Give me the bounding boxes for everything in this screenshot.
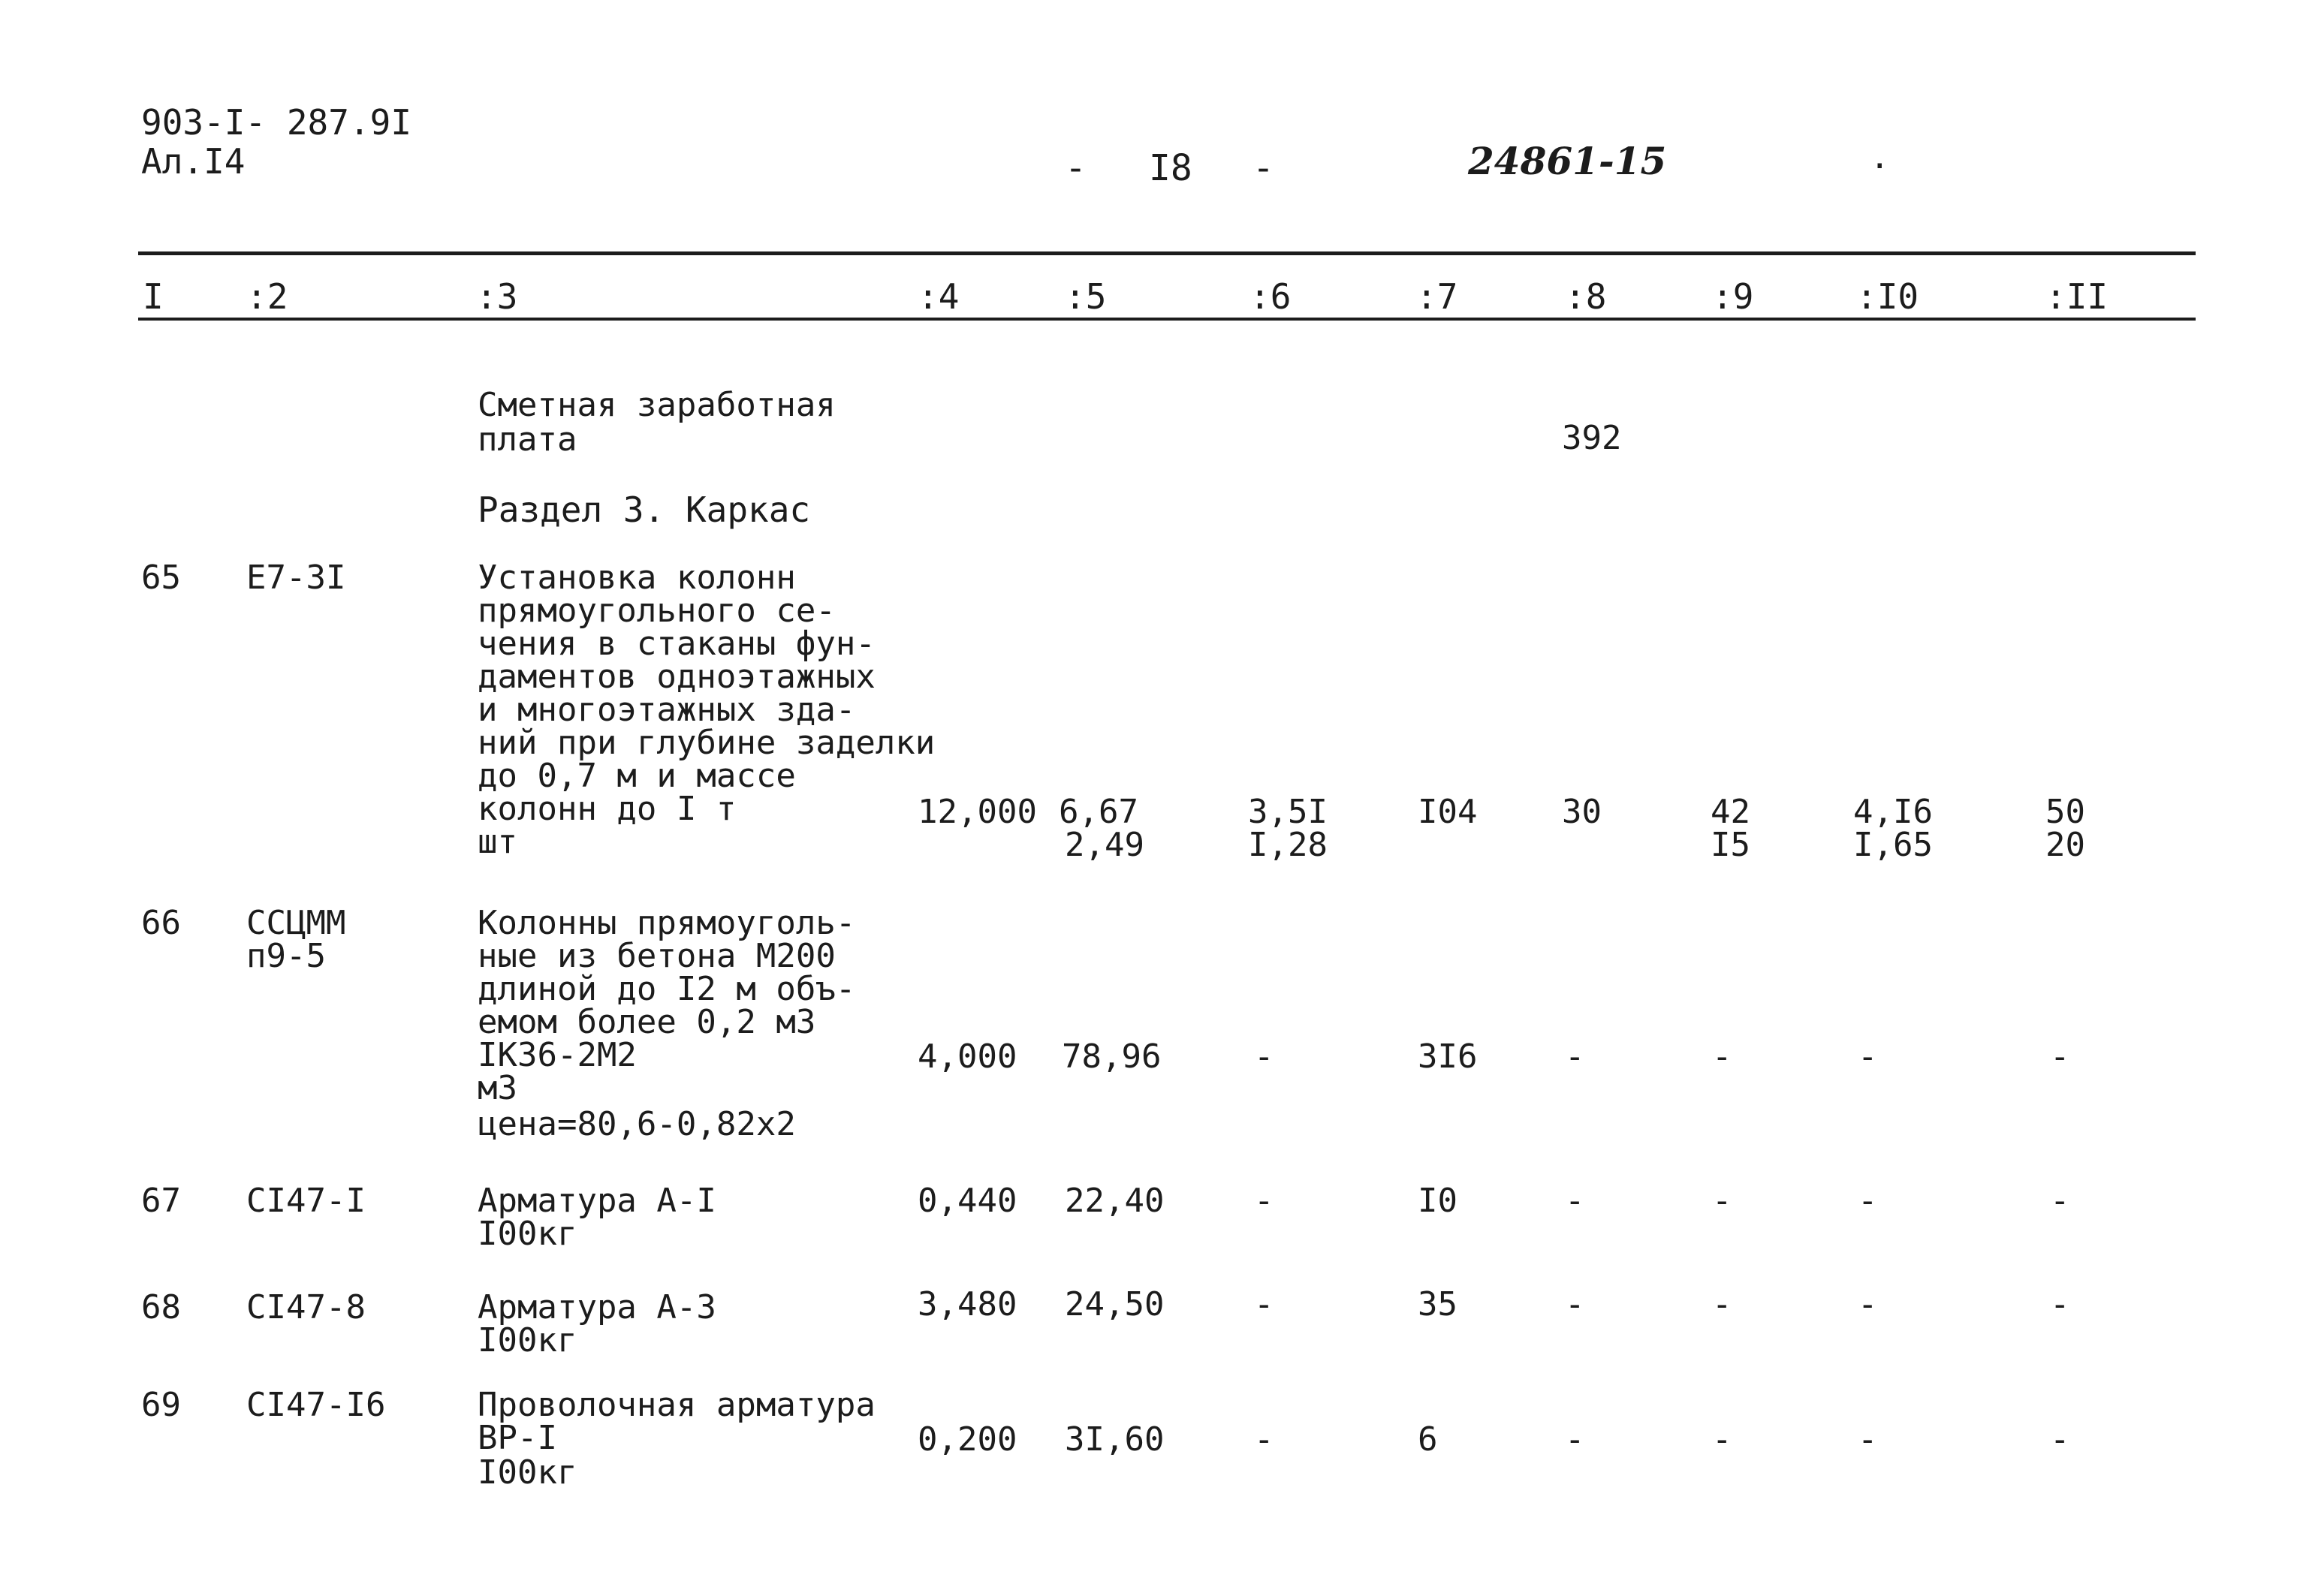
row-67-col5: 22,40	[1065, 1182, 1165, 1220]
row-67-code: СI47-I	[246, 1182, 366, 1220]
row-65-col9: 42	[1711, 793, 1750, 831]
row-66-col8: -	[1565, 1037, 1585, 1076]
row-66-col6: -	[1254, 1037, 1274, 1076]
row-65-desc-5: и многоэтажных зда-	[478, 691, 856, 729]
row-67-col8: -	[1565, 1182, 1585, 1220]
row-65-col4: 12,000	[918, 793, 1037, 831]
row-69-col11: -	[2050, 1420, 2070, 1459]
row-67-num: 67	[141, 1182, 181, 1220]
stray-mark: ·	[1870, 147, 1890, 185]
row-67-desc-1: Арматура А-I	[478, 1182, 716, 1220]
section-title: Раздел 3. Каркас	[478, 489, 811, 530]
row-65-col6: 3,5I	[1248, 793, 1328, 831]
handwritten-number: 24861-15	[1468, 139, 1667, 183]
top-rule	[138, 251, 2196, 255]
row-68-code: СI47-8	[246, 1288, 366, 1326]
row-68-desc-2: I00кг	[478, 1321, 577, 1360]
row-67-col10: -	[1858, 1182, 1878, 1220]
row-66-col5: 78,96	[1062, 1037, 1162, 1076]
row-65-num: 65	[141, 559, 181, 597]
row-65-desc-9: шт	[478, 823, 517, 861]
row-66-desc-7: цена=80,6-0,82х2	[478, 1105, 796, 1143]
row-69-code: СI47-I6	[246, 1386, 386, 1424]
row-69-col8: -	[1565, 1420, 1585, 1459]
col-header-5: :5	[1065, 276, 1107, 317]
row-69-desc-3: I00кг	[478, 1453, 577, 1492]
row-68-col6: -	[1254, 1285, 1274, 1323]
row-65-desc-8: колонн до I т	[478, 790, 737, 828]
row-67-desc-2: I00кг	[478, 1215, 577, 1253]
row-65-desc-1: Установка колонн	[478, 559, 796, 597]
row-67-col11: -	[2050, 1182, 2070, 1220]
row-66-desc-3: длиной до I2 м объ-	[478, 970, 856, 1008]
col-header-1: I	[143, 276, 164, 317]
row-66-desc-6: м3	[478, 1069, 517, 1107]
row-66-col7: 3I6	[1418, 1037, 1478, 1076]
col-header-6: :6	[1249, 276, 1292, 317]
row-65-desc-2: прямоугольного се-	[478, 592, 836, 630]
sheet-label: Ал.I4	[141, 141, 246, 182]
row-67-col7: I0	[1418, 1182, 1457, 1220]
row-68-col8: -	[1565, 1285, 1585, 1323]
row-65-col7: I04	[1418, 793, 1478, 831]
row-68-num: 68	[141, 1288, 181, 1326]
row-65-col10b: I,65	[1853, 826, 1933, 864]
row-65-desc-7: до 0,7 м и массе	[478, 757, 796, 795]
row-69-col9: -	[1712, 1420, 1732, 1459]
row-69-col10: -	[1858, 1420, 1878, 1459]
row-65-col10: 4,I6	[1853, 793, 1933, 831]
col-header-9: :9	[1712, 276, 1754, 317]
row-66-code-2: п9-5	[246, 937, 326, 975]
row-65-code: Е7-3I	[246, 559, 346, 597]
row-65-col11b: 20	[2045, 826, 2085, 864]
col-header-4: :4	[918, 276, 960, 317]
summary-value: 392	[1562, 419, 1622, 457]
row-65-col5: 6,67	[1059, 793, 1138, 831]
summary-label-line2: плата	[478, 420, 577, 459]
row-68-col7: 35	[1418, 1285, 1457, 1323]
page-dash-right: -	[1252, 147, 1274, 189]
row-65-col5b: 2,49	[1065, 826, 1144, 864]
row-69-col5: 3I,60	[1065, 1420, 1165, 1459]
row-65-desc-6: ний при глубине заделки	[478, 724, 936, 762]
row-67-col4: 0,440	[918, 1182, 1017, 1220]
row-66-desc-4: емом более 0,2 м3	[478, 1003, 816, 1041]
row-65-col9b: I5	[1711, 826, 1750, 864]
document-code: 903-I- 287.9I	[141, 102, 412, 143]
page-number: I8	[1149, 147, 1192, 189]
row-68-col10: -	[1858, 1285, 1878, 1323]
row-66-code: ССЦММ	[246, 904, 346, 942]
col-header-3: :3	[476, 276, 518, 317]
row-66-desc-2: ные из бетона М200	[478, 937, 836, 975]
row-65-col8: 30	[1562, 793, 1602, 831]
row-67-col9: -	[1712, 1182, 1732, 1220]
row-69-col6: -	[1254, 1420, 1274, 1459]
col-header-11: :II	[2045, 276, 2109, 317]
row-66-col11: -	[2050, 1037, 2070, 1076]
row-68-col9: -	[1712, 1285, 1732, 1323]
row-65-col11: 50	[2045, 793, 2085, 831]
row-68-desc-1: Арматура А-3	[478, 1288, 716, 1326]
row-66-desc-5: IК36-2М2	[478, 1036, 637, 1074]
row-66-num: 66	[141, 904, 181, 942]
row-65-desc-3: чения в стаканы фун-	[478, 625, 876, 663]
row-66-col4: 4,000	[918, 1037, 1017, 1076]
row-68-col11: -	[2050, 1285, 2070, 1323]
row-69-col4: 0,200	[918, 1420, 1017, 1459]
row-68-col4: 3,480	[918, 1285, 1017, 1323]
row-65-desc-4: даментов одноэтажных	[478, 658, 876, 696]
summary-label-line1: Сметная заработная	[478, 386, 836, 424]
row-69-desc-2: ВР-I	[478, 1419, 557, 1457]
row-68-col5: 24,50	[1065, 1285, 1165, 1323]
header-bottom-rule	[138, 318, 2196, 321]
page-dash-left: -	[1065, 147, 1087, 189]
col-header-10: :I0	[1856, 276, 1919, 317]
row-67-col6: -	[1254, 1182, 1274, 1220]
row-66-col10: -	[1858, 1037, 1878, 1076]
row-66-desc-1: Колонны прямоуголь-	[478, 904, 856, 942]
col-header-7: :7	[1416, 276, 1458, 317]
col-header-2: :2	[246, 276, 288, 317]
row-66-col9: -	[1712, 1037, 1732, 1076]
col-header-8: :8	[1565, 276, 1607, 317]
row-69-num: 69	[141, 1386, 181, 1424]
row-69-desc-1: Проволочная арматура	[478, 1386, 876, 1424]
row-69-col7: 6	[1418, 1420, 1438, 1459]
row-65-col6b: I,28	[1248, 826, 1328, 864]
